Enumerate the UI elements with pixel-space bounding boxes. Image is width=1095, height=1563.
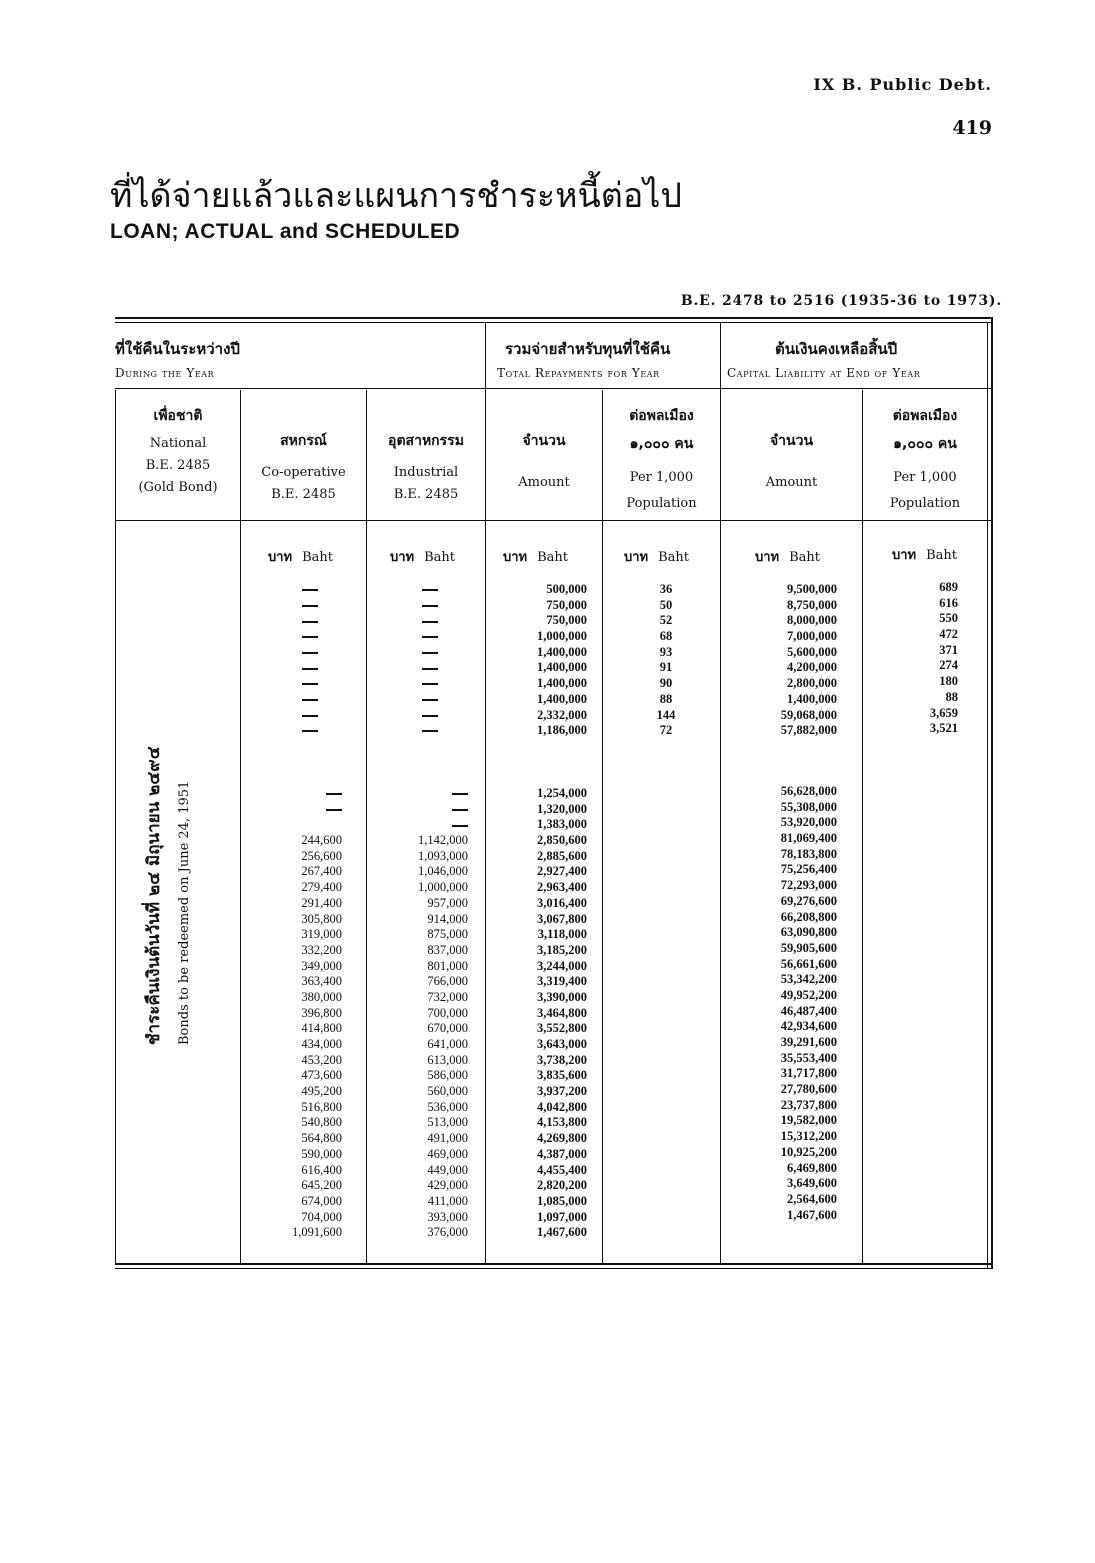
unit-en: Baht — [926, 548, 958, 563]
table-cell: 1,142,000 — [418, 833, 468, 848]
col-liab-per1000-block1 — [880, 580, 958, 737]
col-repay-amount-block1 — [490, 582, 587, 739]
table-cell: 39,291,600 — [780, 1035, 837, 1049]
table-cell: 5,600,000 — [787, 644, 837, 659]
dash-mark — [452, 825, 468, 827]
table-cell: 63,090,800 — [780, 925, 837, 940]
table-cell — [400, 708, 460, 724]
unit-en: Baht — [424, 550, 456, 565]
table-cell: 244,600 — [301, 833, 342, 848]
table-cell: 9,500,000 — [787, 582, 837, 596]
table-cell — [400, 598, 460, 614]
table-cell — [400, 582, 460, 598]
unit-thai: บาท — [892, 548, 917, 563]
table-cell: 23,737,800 — [780, 1097, 837, 1112]
col-header-cooperative-year: B.E. 2485 — [271, 487, 336, 502]
table-cell: 279,400 — [301, 880, 342, 895]
col-divider — [115, 390, 116, 1263]
table-right-border-outer — [991, 317, 993, 1269]
page-title: LOAN; ACTUAL and SCHEDULED — [110, 220, 461, 243]
table-cell: 540,800 — [301, 1115, 342, 1130]
table-cell: 516,800 — [301, 1099, 342, 1114]
dash-mark — [422, 589, 438, 591]
table-cell: 349,000 — [301, 958, 342, 973]
table-cell: 875,000 — [427, 927, 468, 942]
col-header-liab-per1000-thai: ต่อพลเมือง — [892, 408, 958, 424]
table-cell: 56,661,600 — [780, 956, 837, 971]
table-cell — [280, 598, 340, 614]
table-cell: 564,800 — [301, 1131, 342, 1146]
table-cell — [400, 645, 460, 661]
table-cell: 291,400 — [301, 895, 342, 910]
table-cell: 1,400,000 — [537, 644, 587, 659]
table-cell: 491,000 — [427, 1131, 468, 1146]
table-cell: 55,308,000 — [780, 799, 837, 814]
table-bottom-rule — [115, 1263, 992, 1265]
col-header-national-year: B.E. 2485 — [145, 458, 211, 473]
dash-mark — [302, 636, 318, 638]
dash-mark — [302, 621, 318, 623]
table-cell — [400, 676, 460, 692]
dash-mark — [302, 683, 318, 685]
table-cell: 88 — [659, 691, 673, 706]
table-cell: 42,934,600 — [780, 1019, 837, 1034]
table-cell: 7,000,000 — [787, 629, 837, 644]
dash-mark — [422, 652, 438, 654]
table-cell: 3,643,000 — [537, 1037, 587, 1051]
table-cell: 31,717,800 — [780, 1066, 837, 1081]
unit-thai: บาท — [268, 550, 293, 565]
table-cell: 3,464,800 — [537, 1005, 587, 1020]
dash-mark — [452, 793, 468, 795]
table-cell: 4,269,800 — [537, 1131, 587, 1146]
table-cell: 4,387,000 — [537, 1146, 587, 1161]
table-cell — [385, 817, 468, 833]
col-header-liab-per1000 — [863, 405, 987, 515]
national-redemption-note-en: Bonds to be redeemed on June 24, 1951 — [177, 780, 192, 1045]
col-header-industrial-en: Industrial — [393, 465, 459, 480]
unit-label — [755, 546, 820, 567]
table-cell: 1,091,600 — [292, 1225, 342, 1240]
table-cell: 363,400 — [301, 974, 342, 989]
dash-mark — [302, 668, 318, 670]
table-cell: 53,920,000 — [780, 815, 837, 830]
table-cell: 35,553,400 — [780, 1050, 837, 1065]
col-header-liab-per1000-thai2: ๑,๐๐๐ คน — [893, 436, 957, 452]
table-cell: 536,000 — [427, 1099, 468, 1114]
table-cell: 500,000 — [546, 582, 587, 596]
table-cell: 4,200,000 — [787, 660, 837, 675]
col-header-repay-per1000-en: Per 1,000 — [629, 470, 694, 485]
col-header-repay-amount-en: Amount — [518, 475, 570, 490]
col-header-cooperative-thai: สหกรณ์ — [280, 433, 327, 449]
table-cell — [280, 629, 340, 645]
table-cell — [280, 723, 340, 739]
table-cell: 49,952,200 — [780, 987, 837, 1002]
table-cell: 616 — [939, 595, 958, 610]
table-cell — [400, 723, 460, 739]
col-header-repay-per1000-pop: Population — [626, 496, 697, 511]
dash-mark — [326, 793, 342, 795]
table-cell: 1,254,000 — [537, 786, 587, 800]
col-cooperative-block1 — [280, 582, 340, 739]
table-cell: 1,093,000 — [418, 848, 468, 863]
table-cell: 469,000 — [427, 1146, 468, 1161]
table-cell: 78,183,800 — [780, 846, 837, 861]
col-header-liab-per1000-pop: Population — [889, 496, 961, 511]
table-cell: 59,068,000 — [780, 707, 837, 722]
table-cell: 1,383,000 — [537, 817, 587, 832]
table-cell: 414,800 — [301, 1021, 342, 1036]
table-cell — [400, 629, 460, 645]
table-cell: 1,400,000 — [537, 691, 587, 706]
table-cell: 1,467,600 — [537, 1225, 587, 1240]
dash-mark — [452, 809, 468, 811]
col-header-industrial — [367, 430, 485, 506]
unit-label — [624, 546, 689, 567]
table-cell: 59,905,600 — [780, 940, 837, 955]
table-cell: 371 — [939, 642, 958, 657]
table-cell: 3,659 — [929, 705, 958, 720]
table-cell: 472 — [939, 627, 958, 642]
table-cell: 2,332,000 — [537, 707, 587, 722]
dash-mark — [422, 621, 438, 623]
table-cell: 513,000 — [427, 1115, 468, 1130]
table-cell: 2,820,200 — [537, 1178, 587, 1193]
table-cell: 4,455,400 — [537, 1162, 587, 1177]
table-cell: 704,000 — [301, 1209, 342, 1224]
table-cell — [262, 786, 342, 802]
table-cell: 689 — [939, 580, 958, 594]
table-cell: 590,000 — [301, 1146, 342, 1161]
table-cell: 4,153,800 — [537, 1115, 587, 1130]
dash-mark — [302, 605, 318, 607]
col-header-repay-per1000 — [603, 405, 720, 515]
table-cell: 3,738,200 — [537, 1052, 587, 1067]
table-cell — [280, 692, 340, 708]
table-cell: 957,000 — [427, 895, 468, 910]
table-cell: 453,200 — [301, 1052, 342, 1067]
page-number: 419 — [952, 117, 992, 139]
table-cell: 1,097,000 — [537, 1209, 587, 1224]
table-cell — [280, 645, 340, 661]
table-cell — [280, 708, 340, 724]
group-capital-liability: Capital Liability at End of Year — [727, 366, 921, 380]
col-header-national-thai: เพื่อชาติ — [153, 408, 203, 424]
table-cell: 72 — [659, 723, 673, 738]
table-cell: 305,800 — [301, 911, 342, 926]
table-cell: 837,000 — [427, 942, 468, 957]
table-cell: 3,244,000 — [537, 958, 587, 973]
unit-label — [268, 546, 333, 567]
table-cell: 396,800 — [301, 1005, 342, 1020]
table-cell: 550 — [939, 611, 958, 626]
table-cell: 3,390,000 — [537, 989, 587, 1004]
table-cell: 91 — [659, 660, 673, 675]
table-top-rule-thin — [115, 322, 992, 323]
table-cell: 56,628,000 — [780, 784, 837, 798]
table-cell: 4,042,800 — [537, 1099, 587, 1114]
col-header-cooperative-en: Co-operative — [261, 465, 346, 480]
col-header-industrial-thai: อุตสาหกรรม — [388, 433, 464, 449]
col-cooperative-block2 — [262, 786, 342, 1241]
col-industrial-block1 — [400, 582, 460, 739]
table-cell — [400, 613, 460, 629]
col-header-rule — [115, 520, 992, 521]
table-cell: 3,835,600 — [537, 1068, 587, 1083]
table-cell: 3,118,000 — [537, 927, 587, 942]
table-cell: 46,487,400 — [780, 1003, 837, 1018]
col-liab-amount-block1 — [740, 582, 837, 739]
dash-mark — [302, 730, 318, 732]
group-during-year: During the Year — [115, 366, 215, 380]
col-industrial-block2 — [385, 786, 468, 1241]
table-cell: 1,000,000 — [537, 629, 587, 644]
table-top-rule — [115, 317, 992, 319]
table-cell: 914,000 — [427, 911, 468, 926]
period-label: B.E. 2478 to 2516 (1935-36 to 1973). — [680, 293, 1002, 309]
table-cell: 50 — [659, 597, 673, 612]
col-divider — [366, 390, 367, 1263]
group-total-repayments: Total Repayments for Year — [497, 366, 660, 380]
table-cell — [280, 660, 340, 676]
table-cell — [400, 692, 460, 708]
dash-mark — [422, 699, 438, 701]
table-cell — [280, 582, 340, 598]
table-cell: 66,208,800 — [780, 909, 837, 924]
table-cell: 1,000,000 — [418, 880, 468, 895]
table-cell: 53,342,200 — [780, 972, 837, 987]
table-cell: 645,200 — [301, 1178, 342, 1193]
table-cell: 434,000 — [301, 1037, 342, 1051]
table-cell: 393,000 — [427, 1209, 468, 1224]
dash-mark — [326, 809, 342, 811]
table-cell: 380,000 — [301, 989, 342, 1004]
table-cell: 1,400,000 — [537, 676, 587, 691]
table-cell — [385, 786, 468, 802]
table-cell: 267,400 — [301, 864, 342, 879]
dash-mark — [422, 730, 438, 732]
group-total-repayments-thai: รวมจ่ายสำหรับทุนที่ใช้คืน — [505, 340, 671, 358]
table-cell: 68 — [659, 629, 673, 644]
unit-label — [892, 544, 957, 565]
table-cell: 81,069,400 — [780, 831, 837, 846]
unit-label — [503, 546, 568, 567]
table-cell: 732,000 — [427, 989, 468, 1004]
dash-mark — [422, 715, 438, 717]
table-cell: 27,780,600 — [780, 1082, 837, 1097]
col-divider — [862, 390, 863, 1263]
dash-mark — [302, 715, 318, 717]
table-cell — [740, 1223, 837, 1239]
table-cell: 449,000 — [427, 1162, 468, 1177]
table-cell: 1,046,000 — [418, 864, 468, 879]
table-cell: 144 — [656, 707, 676, 722]
table-cell: 90 — [659, 676, 673, 691]
col-divider — [602, 390, 603, 1263]
dash-mark — [302, 652, 318, 654]
col-header-repay-per1000-thai: ต่อพลเมือง — [629, 408, 694, 424]
table-cell: 641,000 — [427, 1037, 468, 1051]
table-cell: 3,521 — [929, 721, 958, 736]
section-label: IX B. Public Debt. — [813, 75, 992, 94]
table-cell: 376,000 — [427, 1225, 468, 1240]
table-cell — [280, 613, 340, 629]
page-title-thai: ที่ได้จ่ายแล้วและแผนการชำระหนี้ต่อไป — [110, 176, 682, 216]
unit-en: Baht — [789, 550, 821, 565]
unit-en: Baht — [537, 550, 569, 565]
table-cell: 1,400,000 — [537, 660, 587, 675]
table-cell: 8,750,000 — [787, 597, 837, 612]
table-cell: 3,319,400 — [537, 974, 587, 989]
table-cell: 3,067,800 — [537, 911, 587, 926]
table-cell: 560,000 — [427, 1084, 468, 1099]
table-cell: 256,600 — [301, 848, 342, 863]
table-cell: 72,293,000 — [780, 878, 837, 893]
table-cell — [400, 660, 460, 676]
table-cell: 674,000 — [301, 1193, 342, 1208]
col-header-cooperative — [241, 430, 366, 506]
table-cell: 700,000 — [427, 1005, 468, 1020]
group-capital-liability-thai: ต้นเงินคงเหลือสิ้นปี — [775, 340, 898, 358]
table-cell: 1,400,000 — [787, 691, 837, 706]
unit-thai: บาท — [624, 550, 649, 565]
table-cell: 801,000 — [427, 958, 468, 973]
dash-mark — [422, 683, 438, 685]
table-cell: 3,649,600 — [787, 1176, 837, 1191]
table-cell: 3,937,200 — [537, 1084, 587, 1099]
unit-en: Baht — [658, 550, 690, 565]
unit-en: Baht — [302, 550, 334, 565]
col-header-liab-amount-en: Amount — [765, 475, 818, 490]
table-cell: 6,469,800 — [787, 1160, 837, 1175]
table-cell: 473,600 — [301, 1068, 342, 1083]
table-cell: 411,000 — [427, 1193, 468, 1208]
table-cell — [280, 676, 340, 692]
col-header-national-note: (Gold Bond) — [138, 480, 218, 495]
table-cell: 1,320,000 — [537, 801, 587, 816]
table-cell — [385, 802, 468, 818]
table-cell: 2,885,600 — [537, 848, 587, 863]
table-cell: 93 — [659, 644, 673, 659]
table-cell: 750,000 — [546, 613, 587, 628]
unit-label — [390, 546, 455, 567]
table-cell: 3,185,200 — [537, 942, 587, 957]
col-header-repay-amount-thai: จำนวน — [522, 433, 566, 449]
table-cell: 75,256,400 — [780, 862, 837, 877]
table-cell: 2,564,600 — [787, 1191, 837, 1206]
table-right-border — [987, 322, 988, 1268]
col-header-liab-amount-thai: จำนวน — [769, 433, 814, 449]
table-cell: 274 — [939, 658, 958, 673]
table-cell: 1,467,600 — [787, 1207, 837, 1222]
table-cell: 69,276,600 — [780, 893, 837, 908]
table-cell: 670,000 — [427, 1021, 468, 1036]
table-cell: 8,000,000 — [787, 613, 837, 628]
col-header-industrial-year: B.E. 2485 — [393, 487, 459, 502]
table-cell: 319,000 — [301, 927, 342, 942]
table-cell: 10,925,200 — [780, 1144, 837, 1159]
group-header-rule — [115, 388, 992, 389]
table-cell: 2,963,400 — [537, 880, 587, 895]
table-cell: 15,312,200 — [780, 1129, 837, 1144]
table-cell: 3,552,800 — [537, 1021, 587, 1036]
group-during-year-thai: ที่ใช้คืนในระหว่างปี — [115, 340, 240, 358]
col-header-national-en: National — [149, 436, 207, 451]
table-cell: 429,000 — [427, 1178, 468, 1193]
col-repay-amount-block2 — [490, 786, 587, 1241]
col-header-repay-amount — [486, 430, 602, 494]
national-redemption-note-thai: ชำระคืนเงินต้นวันที่ ๒๔ มิถุนายน ๒๔๙๔ — [144, 746, 164, 1045]
table-cell: 88 — [945, 689, 958, 704]
table-bottom-rule-thin — [115, 1268, 992, 1269]
dash-mark — [422, 605, 438, 607]
table-cell: 2,927,400 — [537, 864, 587, 879]
table-cell — [262, 817, 342, 833]
table-cell: 750,000 — [546, 597, 587, 612]
table-cell: 180 — [939, 674, 958, 689]
table-cell: 1,186,000 — [537, 723, 587, 738]
table-cell: 613,000 — [427, 1052, 468, 1067]
table-cell — [262, 802, 342, 818]
col-header-liab-amount — [721, 430, 862, 494]
col-repay-per1000-block1 — [636, 582, 696, 739]
table-cell: 2,800,000 — [787, 676, 837, 691]
col-liab-amount-block2 — [740, 784, 837, 1239]
table-cell: 766,000 — [427, 974, 468, 989]
dash-mark — [302, 589, 318, 591]
col-header-liab-per1000-en: Per 1,000 — [893, 470, 957, 485]
table-cell: 3,016,400 — [537, 895, 587, 910]
table-cell: 57,882,000 — [780, 723, 837, 738]
national-redemption-note — [140, 725, 210, 1045]
table-cell: 586,000 — [427, 1068, 468, 1083]
dash-mark — [422, 636, 438, 638]
unit-thai: บาท — [503, 550, 528, 565]
col-divider — [240, 390, 241, 1263]
table-cell: 52 — [659, 613, 673, 628]
table-cell: 36 — [659, 582, 673, 596]
table-cell: 495,200 — [301, 1084, 342, 1099]
unit-thai: บาท — [755, 550, 780, 565]
table-cell: 616,400 — [301, 1162, 342, 1177]
dash-mark — [422, 668, 438, 670]
dash-mark — [302, 699, 318, 701]
col-header-repay-per1000-thai2: ๑,๐๐๐ คน — [629, 436, 694, 452]
table-cell: 2,850,600 — [537, 833, 587, 848]
col-header-national — [116, 405, 240, 499]
table-cell: 1,085,000 — [537, 1193, 587, 1208]
table-cell: 332,200 — [301, 942, 342, 957]
table-cell: 19,582,000 — [780, 1113, 837, 1128]
unit-thai: บาท — [390, 550, 415, 565]
